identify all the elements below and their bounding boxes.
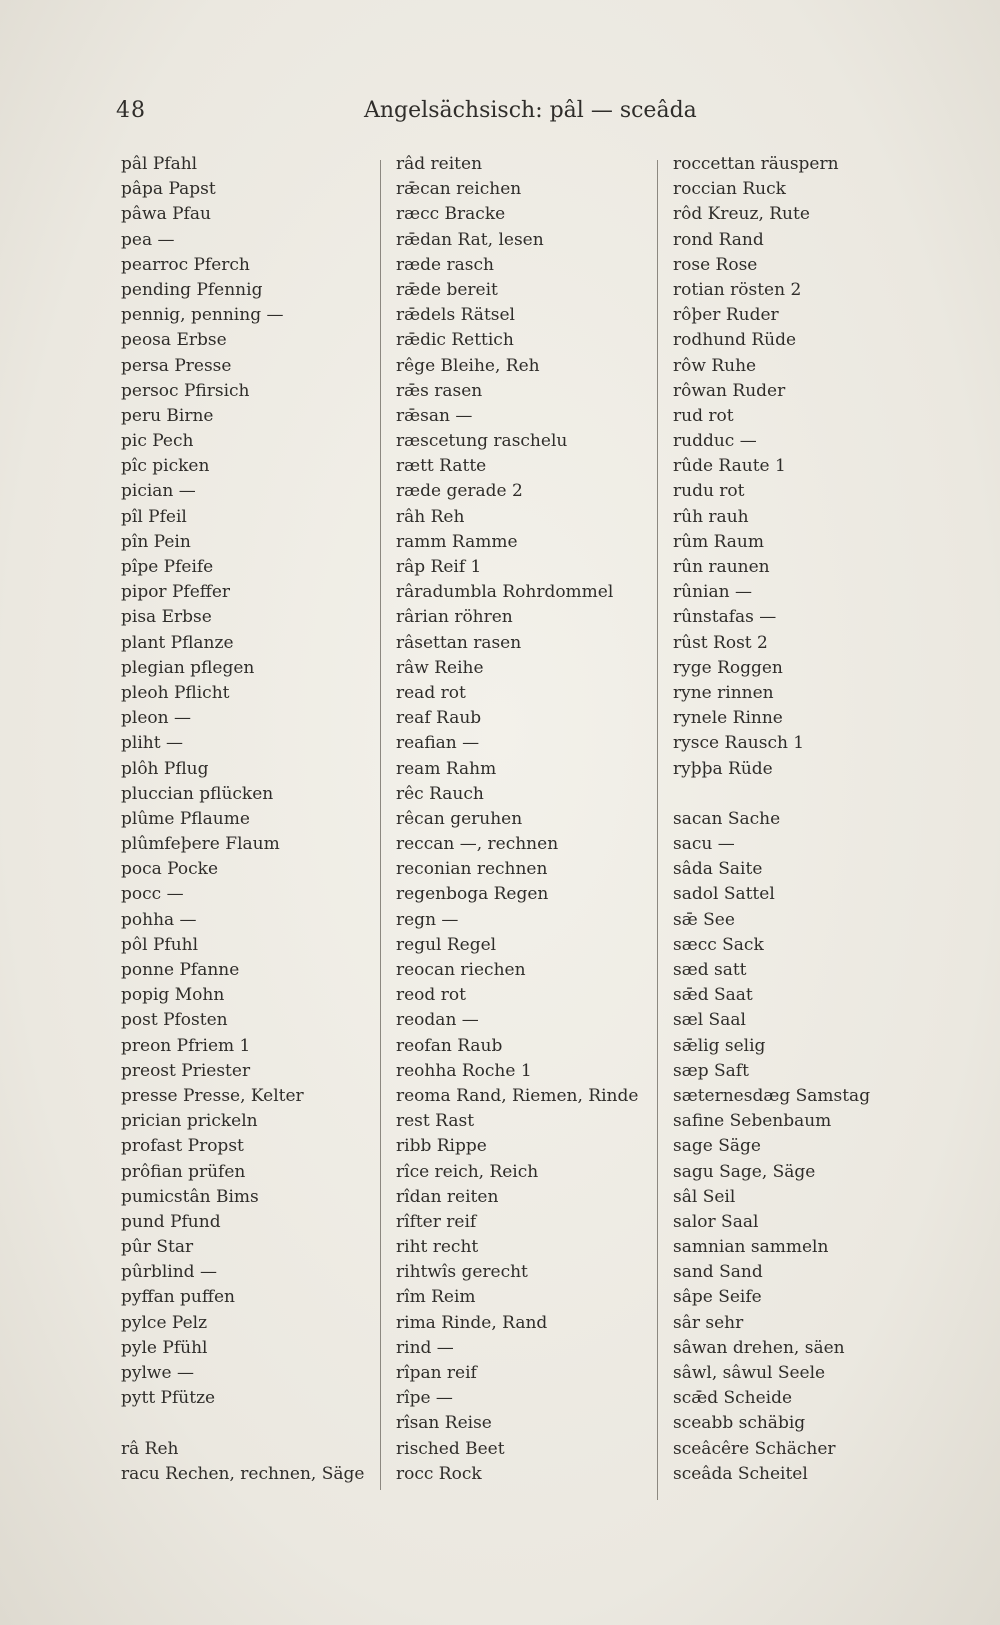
glossary-entry: roccian Ruck bbox=[673, 179, 786, 200]
glossary-entry: rûnstafas — bbox=[673, 607, 777, 628]
glossary-column-3 bbox=[673, 152, 973, 1487]
glossary-entry: rest Rast bbox=[396, 1111, 475, 1132]
glossary-entry: ribb Rippe bbox=[396, 1136, 487, 1157]
glossary-entry: pending Pfennig bbox=[121, 279, 263, 300]
glossary-entry: salor Saal bbox=[673, 1211, 759, 1232]
glossary-entry: ræcc Bracke bbox=[396, 204, 506, 225]
glossary-entry: râw Reihe bbox=[396, 657, 484, 678]
glossary-entry: rûm Raum bbox=[673, 531, 764, 552]
glossary-entry: pûrblind — bbox=[121, 1262, 217, 1283]
glossary-entry: sæp Saft bbox=[673, 1060, 749, 1081]
glossary-entry: reaf Raub bbox=[396, 708, 482, 729]
glossary-entry: pipor Pfeffer bbox=[121, 582, 231, 603]
glossary-entry: sâda Saite bbox=[673, 859, 763, 880]
glossary-entry: pluccian pflücken bbox=[121, 783, 274, 804]
glossary-entry: râd reiten bbox=[396, 154, 483, 174]
glossary-entry: pîl Pfeil bbox=[121, 506, 187, 527]
glossary-entry: rǣdic Rettich bbox=[396, 330, 514, 351]
column-divider bbox=[657, 160, 658, 1500]
glossary-entry: pician — bbox=[121, 481, 196, 502]
glossary-entry: pâwa Pfau bbox=[121, 204, 211, 225]
glossary-entry: pîc picken bbox=[121, 456, 210, 477]
glossary-entry: persoc Pfirsich bbox=[121, 380, 250, 401]
glossary-entry: rǣcan reichen bbox=[396, 179, 522, 200]
glossary-entry: plant Pflanze bbox=[121, 632, 234, 653]
glossary-entry: scǣd Scheide bbox=[673, 1388, 793, 1409]
glossary-entry: rose Rose bbox=[673, 254, 758, 275]
glossary-entry: rîsan Reise bbox=[396, 1413, 492, 1434]
glossary-entry: prician prickeln bbox=[121, 1111, 258, 1132]
glossary-entry: reccan —, rechnen bbox=[396, 834, 559, 855]
glossary-entry: peru Birne bbox=[121, 405, 214, 426]
glossary-entry: sand Sand bbox=[673, 1262, 763, 1283]
glossary-column-2 bbox=[396, 152, 651, 1487]
glossary-entry: pocc — bbox=[121, 884, 184, 905]
glossary-entry: rǣdan Rat, lesen bbox=[396, 229, 544, 250]
glossary-entry: rêcan geruhen bbox=[396, 808, 523, 829]
glossary-entry: rima Rinde, Rand bbox=[396, 1312, 548, 1333]
glossary-entry: regul Regel bbox=[396, 934, 497, 955]
section-gap bbox=[121, 1411, 361, 1436]
glossary-entry: persa Presse bbox=[121, 355, 232, 376]
glossary-entry: rûst Rost 2 bbox=[673, 632, 768, 653]
glossary-entry: preost Priester bbox=[121, 1060, 251, 1081]
glossary-entry: pâl Pfahl bbox=[121, 154, 198, 174]
glossary-entry: rǣs rasen bbox=[396, 380, 483, 401]
glossary-entry: racu Rechen, rechnen, Säge bbox=[121, 1463, 365, 1484]
running-head: Angelsächsisch: pâl — sceâda bbox=[364, 98, 697, 123]
glossary-entry: rîpan reif bbox=[396, 1363, 477, 1383]
glossary-entry: rûnian — bbox=[673, 582, 752, 603]
glossary-entry: pleon — bbox=[121, 708, 191, 729]
glossary-entry: preon Pfriem 1 bbox=[121, 1035, 251, 1056]
glossary-entry: reafian — bbox=[396, 733, 480, 754]
glossary-column-1 bbox=[121, 152, 365, 1487]
glossary-entry: rîpe — bbox=[396, 1388, 453, 1409]
page-number: 48 bbox=[116, 98, 146, 123]
glossary-entry: rynele Rinne bbox=[673, 708, 783, 729]
glossary-entry: presse Presse, Kelter bbox=[121, 1085, 304, 1106]
glossary-entry: profast Propst bbox=[121, 1136, 244, 1157]
glossary-entry: sacu — bbox=[673, 834, 735, 855]
glossary-entry: rǣsan — bbox=[396, 405, 473, 426]
glossary-entry: sæternesdæg Samstag bbox=[673, 1085, 871, 1106]
glossary-entry: ræde gerade 2 bbox=[396, 481, 523, 502]
glossary-entry: sǣd Saat bbox=[673, 985, 753, 1006]
glossary-entry: pea — bbox=[121, 229, 175, 250]
glossary-entry: pearroc Pferch bbox=[121, 254, 250, 275]
glossary-entry: plûmfeþere Flaum bbox=[121, 834, 280, 855]
glossary-entry: sceâcêre Schächer bbox=[673, 1438, 836, 1459]
glossary-entry: risched Beet bbox=[396, 1438, 505, 1459]
glossary-entry: pisa Erbse bbox=[121, 607, 212, 628]
glossary-entry: sâpe Seife bbox=[673, 1287, 762, 1308]
glossary-entry: râ Reh bbox=[121, 1438, 179, 1459]
glossary-entry: prôfian prüfen bbox=[121, 1161, 246, 1182]
glossary-entry: râh Reh bbox=[396, 506, 465, 527]
glossary-entry: sæcc Sack bbox=[673, 934, 764, 955]
glossary-entry: rind — bbox=[396, 1337, 454, 1358]
glossary-entry: pûr Star bbox=[121, 1237, 194, 1258]
glossary-entry: reohha Roche 1 bbox=[396, 1060, 532, 1081]
glossary-entry: ryge Roggen bbox=[673, 657, 783, 678]
glossary-entry: peosa Erbse bbox=[121, 330, 227, 351]
glossary-entry: reocan riechen bbox=[396, 960, 526, 980]
glossary-entry: ræscetung raschelu bbox=[396, 431, 568, 452]
glossary-entry: plegian pflegen bbox=[121, 657, 255, 678]
glossary-entry: pôl Pfuhl bbox=[121, 934, 199, 955]
glossary-entry: pytt Pfütze bbox=[121, 1388, 216, 1409]
glossary-entry: rætt Ratte bbox=[396, 456, 487, 477]
glossary-entry: pohha — bbox=[121, 909, 197, 930]
glossary-entry: plûme Pflaume bbox=[121, 808, 250, 829]
glossary-entry: pund Pfund bbox=[121, 1211, 221, 1232]
glossary-entry: safine Sebenbaum bbox=[673, 1111, 832, 1132]
glossary-entry: pennig, penning — bbox=[121, 305, 284, 326]
glossary-entry: rêc Rauch bbox=[396, 783, 484, 804]
glossary-entry: sæl Saal bbox=[673, 1010, 746, 1031]
glossary-entry: reod rot bbox=[396, 985, 466, 1006]
glossary-entry: rôþer Ruder bbox=[673, 305, 779, 326]
glossary-entry: rîm Reim bbox=[396, 1287, 476, 1308]
glossary-entry: reofan Raub bbox=[396, 1035, 503, 1056]
glossary-entry: rond Rand bbox=[673, 229, 764, 250]
glossary-entry: samnian sammeln bbox=[673, 1237, 829, 1258]
glossary-entry: read rot bbox=[396, 682, 466, 703]
glossary-entry: rudu rot bbox=[673, 481, 745, 502]
glossary-entry: plôh Pflug bbox=[121, 758, 209, 779]
glossary-entry: pumicstân Bims bbox=[121, 1186, 259, 1207]
glossary-entry: sǣ See bbox=[673, 909, 735, 930]
glossary-entry: regn — bbox=[396, 909, 459, 930]
glossary-entry: rud rot bbox=[673, 405, 734, 426]
glossary-entry: râp Reif 1 bbox=[396, 557, 482, 577]
glossary-entry: rǣde bereit bbox=[396, 279, 498, 300]
glossary-entry: sâwl, sâwul Seele bbox=[673, 1363, 826, 1383]
glossary-entry: ream Rahm bbox=[396, 758, 497, 779]
glossary-entry: reoma Rand, Riemen, Rinde bbox=[396, 1085, 639, 1106]
glossary-entry: popig Mohn bbox=[121, 985, 225, 1006]
glossary-entry: sǣlig selig bbox=[673, 1035, 766, 1056]
glossary-entry: riht recht bbox=[396, 1237, 479, 1258]
glossary-entry: rôw Ruhe bbox=[673, 355, 757, 376]
glossary-entry: ryþþa Rüde bbox=[673, 758, 773, 779]
glossary-entry: rîdan reiten bbox=[396, 1186, 499, 1207]
glossary-entry: rôwan Ruder bbox=[673, 380, 786, 401]
glossary-entry: rysce Rausch 1 bbox=[673, 733, 805, 754]
glossary-entry: ryne rinnen bbox=[673, 682, 774, 703]
glossary-entry: pleoh Pflicht bbox=[121, 682, 230, 703]
glossary-entry: regenboga Regen bbox=[396, 884, 549, 905]
glossary-entry: pâpa Papst bbox=[121, 179, 216, 200]
glossary-entry: ponne Pfanne bbox=[121, 960, 240, 980]
glossary-entry: pyle Pfühl bbox=[121, 1337, 208, 1358]
glossary-entry: pyffan puffen bbox=[121, 1287, 235, 1308]
glossary-entry: ræde rasch bbox=[396, 254, 494, 275]
glossary-entry: roccettan räuspern bbox=[673, 154, 839, 174]
glossary-entry: sâwan drehen, säen bbox=[673, 1337, 845, 1358]
glossary-entry: sâr sehr bbox=[673, 1312, 744, 1333]
glossary-entry: rûh rauh bbox=[673, 506, 749, 527]
glossary-entry: sceâda Scheitel bbox=[673, 1463, 808, 1484]
glossary-entry: pylce Pelz bbox=[121, 1312, 208, 1333]
glossary-entry: râsettan rasen bbox=[396, 632, 522, 653]
glossary-entry: râradumbla Rohrdommel bbox=[396, 582, 614, 603]
glossary-entry: reconian rechnen bbox=[396, 859, 548, 880]
glossary-entry: sceabb schäbig bbox=[673, 1413, 806, 1434]
glossary-entry: ramm Ramme bbox=[396, 531, 518, 552]
glossary-entry: rârian röhren bbox=[396, 607, 513, 628]
glossary-entry: rudduc — bbox=[673, 431, 757, 452]
glossary-entry: reodan — bbox=[396, 1010, 479, 1031]
glossary-entry: rîce reich, Reich bbox=[396, 1161, 539, 1182]
glossary-entry: sâl Seil bbox=[673, 1186, 736, 1207]
section-gap bbox=[673, 782, 973, 807]
glossary-entry: rîfter reif bbox=[396, 1211, 477, 1232]
glossary-entry: sæd satt bbox=[673, 960, 747, 980]
glossary-entry: pylwe — bbox=[121, 1363, 194, 1383]
glossary-entry: pîn Pein bbox=[121, 531, 191, 552]
glossary-entry: rǣdels Rätsel bbox=[396, 305, 515, 326]
glossary-entry: rotian rösten 2 bbox=[673, 279, 802, 300]
glossary-entry: sagu Sage, Säge bbox=[673, 1161, 816, 1182]
glossary-entry: rûde Raute 1 bbox=[673, 456, 786, 477]
glossary-entry: sacan Sache bbox=[673, 808, 781, 829]
glossary-entry: pliht — bbox=[121, 733, 183, 754]
glossary-entry: sadol Sattel bbox=[673, 884, 775, 905]
glossary-entry: sage Säge bbox=[673, 1136, 761, 1157]
column-divider bbox=[380, 160, 381, 1490]
glossary-entry: pic Pech bbox=[121, 431, 194, 452]
glossary-entry: rûn raunen bbox=[673, 557, 770, 577]
glossary-entry: poca Pocke bbox=[121, 859, 219, 880]
glossary-entry: rihtwîs gerecht bbox=[396, 1262, 528, 1283]
glossary-entry: rodhund Rüde bbox=[673, 330, 797, 351]
glossary-entry: rêge Bleihe, Reh bbox=[396, 355, 540, 376]
glossary-entry: rôd Kreuz, Rute bbox=[673, 204, 810, 225]
glossary-entry: rocc Rock bbox=[396, 1463, 482, 1484]
glossary-entry: pîpe Pfeife bbox=[121, 557, 214, 577]
glossary-entry: post Pfosten bbox=[121, 1010, 228, 1031]
